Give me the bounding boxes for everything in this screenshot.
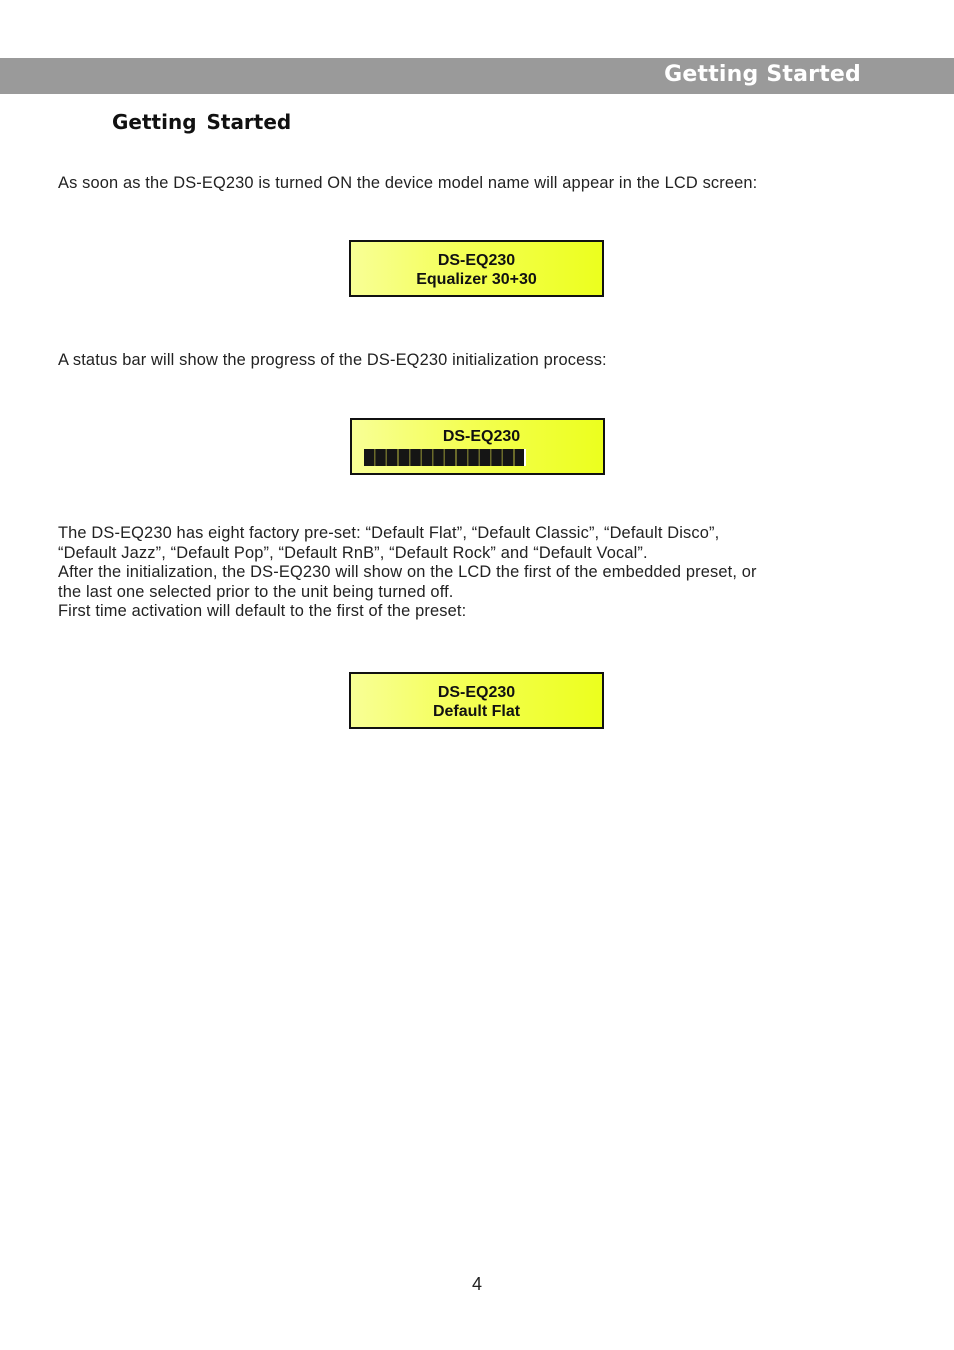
presets-line-2: “Default Jazz”, “Default Pop”, “Default RnB”, “Default Rock” and “Default Vocal”.: [58, 543, 648, 562]
presets-line-3: After the initialization, the DS-EQ230 will show on the LCD the first of the embedded preset, or: [58, 563, 757, 582]
presets-paragraph: [58, 524, 878, 622]
presets-line-1: The DS-EQ230 has eight factory pre-set: “Default Flat”, “Default Classic”, “Default Disco”,: [58, 524, 720, 542]
lcd-init-screen: [350, 418, 605, 475]
status-text: A status bar will show the progress of the DS-EQ230 initialization process:: [58, 351, 607, 369]
intro-text: As soon as the DS-EQ230 is turned ON the device model name will appear in the LCD screen:: [58, 174, 758, 192]
lcd-boot-screen: [349, 240, 604, 297]
lcd-preset-line2: Default Flat: [432, 703, 521, 720]
lcd-progress-fill: [364, 449, 524, 466]
status-paragraph: [58, 351, 878, 371]
page-number: 4: [471, 1274, 482, 1294]
lcd-preset-screen: [349, 672, 604, 729]
lcd-init-line1: DS-EQ230: [442, 428, 521, 445]
presets-line-4: the last one selected prior to the unit being turned off.: [58, 582, 454, 601]
header-band: [0, 58, 954, 94]
lcd-boot-line2: Equalizer 30+30: [416, 271, 537, 288]
section-title: Getting Started: [112, 110, 292, 134]
lcd-preset-line1: DS-EQ230: [437, 684, 516, 701]
intro-paragraph: [58, 174, 878, 194]
lcd-progress-bar: [364, 449, 526, 466]
lcd-boot-line1: DS-EQ230: [437, 252, 516, 269]
header-title: Getting Started: [664, 62, 861, 87]
presets-line-5: First time activation will default to the first of the preset:: [58, 602, 467, 621]
